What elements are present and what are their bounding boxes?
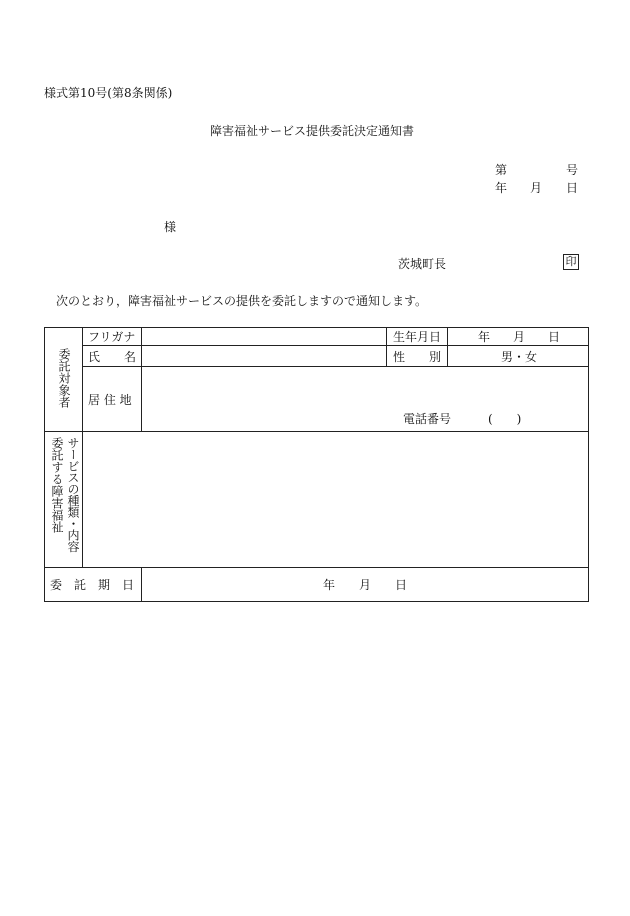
form-number: 様式第10号(第8条関係) (44, 86, 173, 100)
subject-group-label: 委託対象者 (57, 348, 71, 408)
name-value[interactable] (142, 346, 386, 366)
doc-number-suffix: 号 (566, 163, 579, 177)
birth-date-label: 生年月日 (393, 330, 442, 344)
issuer-name: 茨城町長 (398, 257, 447, 271)
phone-parens: ( ) (488, 412, 522, 426)
birth-year-label: 年 (478, 330, 491, 344)
doc-number-prefix: 第 (495, 163, 508, 177)
date-month-label: 月 (530, 181, 543, 195)
period-label: 委 託 期 日 (50, 578, 135, 592)
birth-day-label: 日 (548, 330, 561, 344)
addressee-suffix: 様 (164, 220, 177, 234)
service-label-right: サービスの種類・内容 (66, 437, 80, 552)
table-line-v4 (386, 327, 387, 366)
document-title: 障害福祉サービス提供委託決定通知書 (210, 124, 415, 138)
name-label: 氏 名 (88, 349, 137, 364)
period-month-label: 月 (359, 578, 372, 592)
table-border-right (588, 327, 589, 602)
birth-month-label: 月 (513, 330, 526, 344)
seal-stamp: 印 (563, 254, 579, 270)
body-text: 次のとおり，障害福祉サービスの提供を委託しますので通知します。 (56, 294, 428, 308)
phone-label: 電話番号 (403, 412, 452, 426)
sex-label: 性 別 (393, 349, 442, 364)
table-line-v5 (447, 327, 448, 366)
period-year-label: 年 (323, 578, 336, 592)
table-line-v3 (141, 567, 142, 601)
sex-value: 男・女 (501, 349, 538, 364)
address-value[interactable] (142, 367, 588, 407)
date-day-label: 日 (566, 181, 579, 195)
period-day-label: 日 (395, 578, 408, 592)
date-year-label: 年 (495, 181, 508, 195)
furigana-label: フリガナ (88, 330, 136, 344)
address-label: 居 住 地 (88, 392, 132, 407)
service-label-left: 委託する障害福祉 (50, 437, 64, 533)
service-content-value[interactable] (83, 432, 588, 567)
furigana-value[interactable] (142, 328, 386, 345)
table-border-bottom (44, 601, 589, 602)
table-border-left (44, 327, 45, 602)
